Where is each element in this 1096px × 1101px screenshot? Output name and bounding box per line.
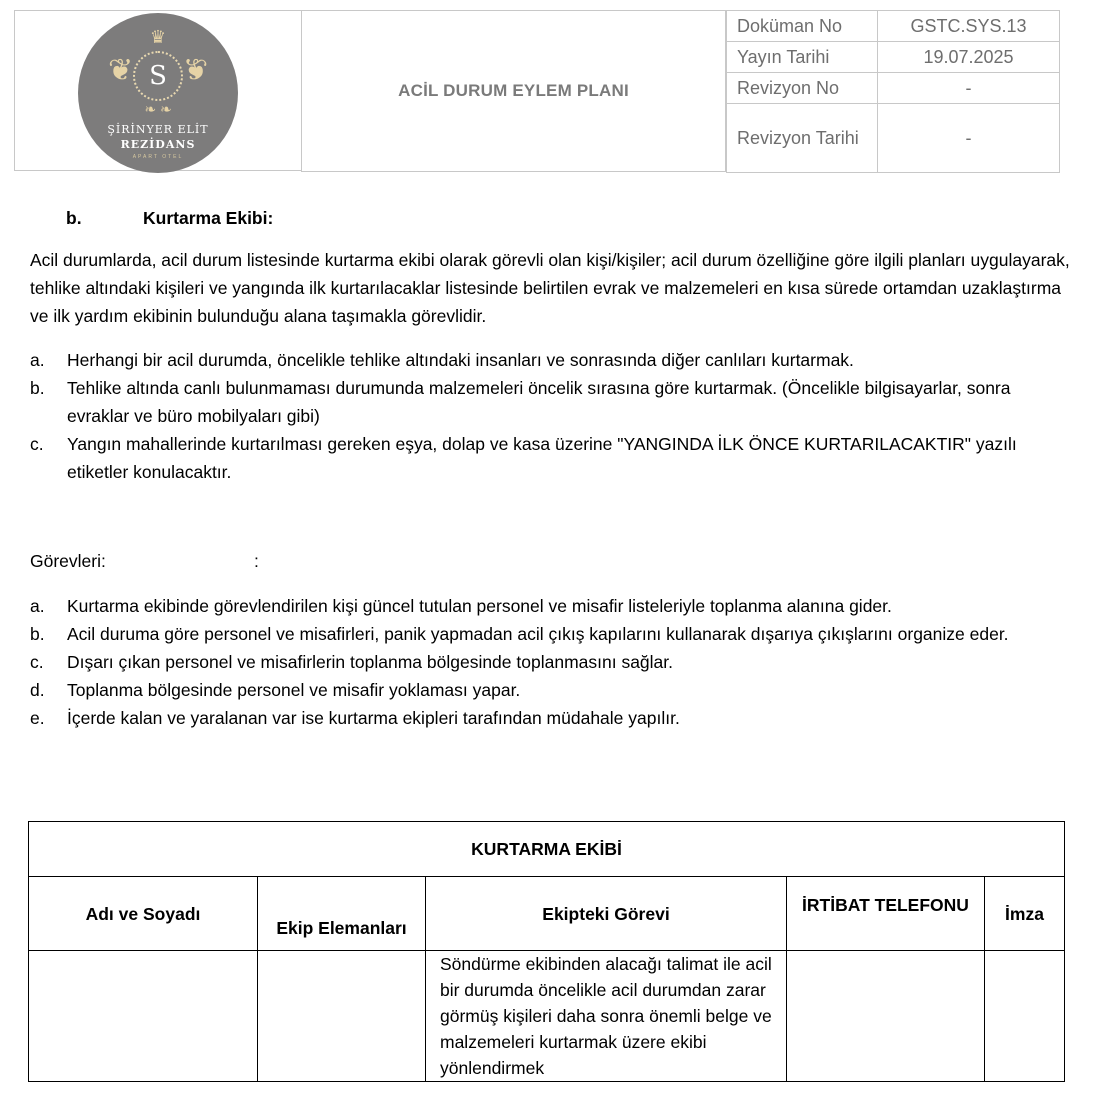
logo-name-line1: ŞİRİNYER ELİT (107, 123, 209, 136)
list-marker: b. (30, 624, 45, 644)
logo-name-line3: APART OTEL (132, 154, 184, 160)
section-letter: b. (66, 208, 82, 228)
cell-members (258, 951, 426, 1082)
list-item (30, 620, 1070, 648)
duties-colon: : (254, 551, 259, 571)
list-text: Toplanma bölgesinde personel ve misafir yoklaması yapar. (67, 680, 521, 700)
ornament-icon: ❧ ❧ (144, 101, 172, 117)
list-marker: d. (30, 680, 45, 700)
list-marker: b. (30, 378, 45, 398)
meta-label-doc-no: Doküman No (727, 11, 878, 42)
list-marker: a. (30, 350, 45, 370)
cell-name (29, 951, 258, 1082)
duties-label: Görevleri: (30, 551, 106, 571)
list-item (30, 592, 1070, 620)
section-paragraph: Acil durumlarda, acil durum listesinde kurtarma ekibi olarak görevli olan kişi/kişiler; acil durum özelliğine göre ilgili planları uygulayarak, tehlike altındaki kişileri ve yangında ilk kurtarılacaklar listesinde belirtilen evrak ve malzemeleri en kısa sürede ortamdan uzaklaştırma ve ilk yardım ekibinin bulunduğu alana taşımakla görevlidir. (30, 250, 1070, 326)
logo-cell (14, 10, 301, 171)
document-header (14, 10, 1060, 172)
list-item (30, 676, 1070, 704)
list-item (30, 648, 1070, 676)
document-meta-table (726, 10, 1060, 173)
company-logo (78, 13, 238, 173)
column-header-name: Adı ve Soyadı (29, 877, 258, 951)
document-title: ACİL DURUM EYLEM PLANI (301, 10, 726, 172)
list-text: Tehlike altında canlı bulunmaması durumunda malzemeleri öncelik sırasına göre kurtarmak. (Öncelikle bilgisayarlar, sonra evraklar ve büro mobilyaları gibi) (67, 378, 1011, 426)
list-text: Herhangi bir acil durumda, öncelikle tehlike altındaki insanları ve sonrasında diğer canlıları kurtarmak. (67, 350, 854, 370)
meta-label-revision-date: Revizyon Tarihi (727, 104, 878, 173)
list-marker: a. (30, 596, 45, 616)
rescue-list (30, 346, 1070, 486)
cell-signature (985, 951, 1065, 1082)
list-item (30, 704, 1070, 732)
column-header-task: Ekipteki Görevi (426, 877, 787, 951)
meta-value-revision-date: - (878, 104, 1060, 173)
column-header-phone: İRTİBAT TELEFONU (787, 877, 985, 951)
list-item (30, 430, 1070, 486)
list-marker: c. (30, 434, 44, 454)
table-title: KURTARMA EKİBİ (29, 822, 1065, 877)
laurel-icon: ❦ (182, 54, 208, 87)
meta-value-revision-no: - (878, 73, 1060, 104)
column-header-signature: İmza (985, 877, 1065, 951)
section-title: Kurtarma Ekibi: (143, 208, 274, 228)
list-item (30, 346, 1070, 374)
crown-icon: ♛ (149, 27, 167, 47)
meta-label-revision-no: Revizyon No (727, 73, 878, 104)
cell-phone (787, 951, 985, 1082)
rescue-team-table (28, 821, 1065, 1082)
logo-monogram: S (133, 51, 183, 101)
list-marker: e. (30, 708, 45, 728)
duties-list (30, 592, 1070, 732)
list-text: Kurtarma ekibinde görevlendirilen kişi güncel tutulan personel ve misafir listeleriyle toplanma alanına gider. (67, 596, 892, 616)
section-heading (66, 204, 273, 232)
cell-task: Söndürme ekibinden alacağı talimat ile acil bir durumda öncelikle acil durumdan zarar görmüş kişileri daha sonra önemli belge ve malzemeleri kurtarmak üzere ekibi yönlendirmek (426, 951, 787, 1082)
logo-name-line2: REZİDANS (120, 138, 196, 151)
list-text: Yangın mahallerinde kurtarılması gereken eşya, dolap ve kasa üzerine "YANGINDA İLK ÖNCE KURTARILACAKTIR" yazılı etiketler konulacaktır. (67, 434, 1017, 482)
meta-value-publish-date: 19.07.2025 (878, 42, 1060, 73)
table-row (29, 951, 1065, 1082)
list-text: Dışarı çıkan personel ve misafirlerin toplanma bölgesinde toplanmasını sağlar. (67, 652, 674, 672)
meta-label-publish-date: Yayın Tarihi (727, 42, 878, 73)
meta-value-doc-no: GSTC.SYS.13 (878, 11, 1060, 42)
list-item (30, 374, 1070, 430)
list-text: Acil duruma göre personel ve misafirleri, panik yapmadan acil çıkış kapılarını kullanarak dışarıya çıkışlarını organize eder. (67, 624, 1009, 644)
laurel-icon: ❦ (108, 54, 134, 87)
list-marker: c. (30, 652, 44, 672)
list-text: İçerde kalan ve yaralanan var ise kurtarma ekipleri tarafından müdahale yapılır. (67, 708, 680, 728)
column-header-members: Ekip Elemanları (258, 877, 426, 951)
